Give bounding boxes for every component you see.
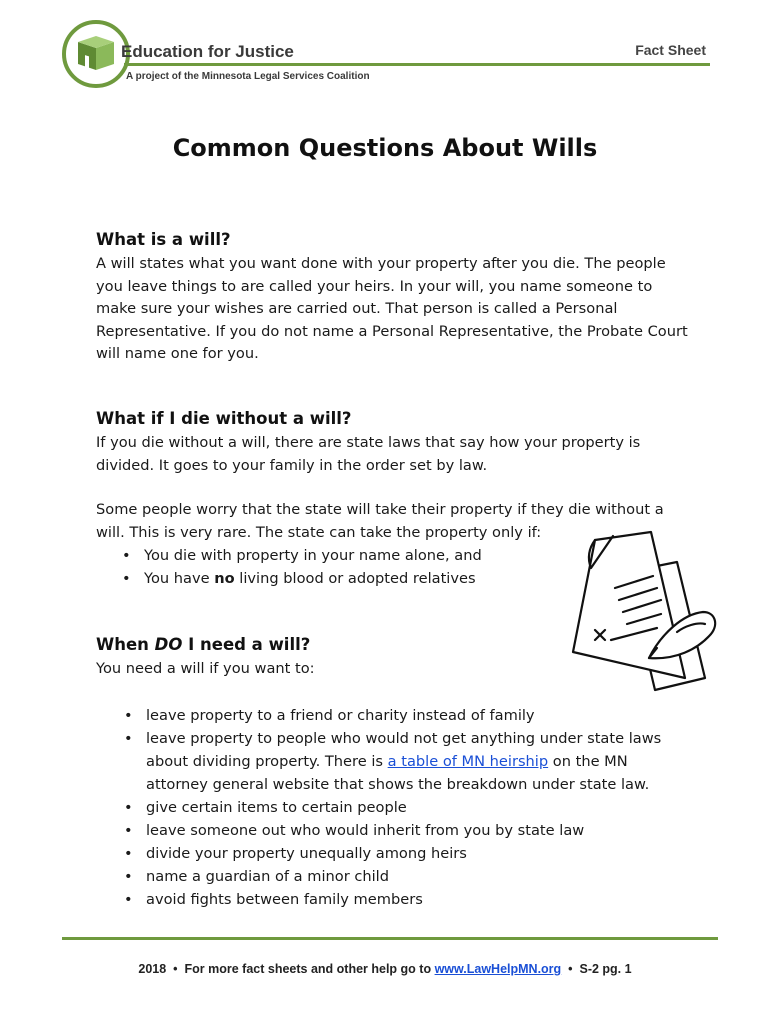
list-item: • leave property to a friend or charity instead of family (118, 704, 661, 727)
bullet-glyph: • (124, 868, 133, 885)
text-line: will name one for you. (96, 345, 259, 362)
will-document-pen-icon (565, 528, 730, 698)
bullet-glyph: • (124, 822, 133, 839)
mn-heirship-table-link[interactable]: a table of MN heirship (387, 753, 549, 770)
section-heading-what-is-will: What is a will? (96, 230, 231, 249)
footer-page-number: S-2 pg. 1 (579, 962, 632, 976)
bullet-glyph: • (124, 845, 133, 862)
text-line: you leave things to are called your heirs. In your will, you name someone to (96, 277, 653, 295)
list-item: • You have no living blood or adopted relatives (116, 567, 482, 590)
list-item: • leave someone out who would inherit from you by state law (118, 819, 661, 842)
header-rule (124, 63, 710, 66)
bullet-glyph: • (124, 730, 133, 747)
bullet-glyph: • (124, 891, 133, 908)
list-item: • You die with property in your name alone, and (116, 544, 482, 567)
list-item: • name a guardian of a minor child (118, 865, 661, 888)
footer-separator: • (173, 962, 178, 976)
text-line: make sure your wishes are carried out. That person is called a Personal (96, 300, 618, 317)
doc-type-label: Fact Sheet (635, 42, 706, 58)
list-item: • leave property to people who would not get anything under state laws about dividing property. There is a table of MN heirship on the MN attorney general website that shows the breakdown under state law. (118, 727, 661, 796)
text-line: Some people worry that the state will take their property if they die without a (96, 501, 664, 518)
footer-rule (62, 937, 718, 940)
footer-text: For more fact sheets and other help go to (184, 962, 432, 976)
text-line: If you die without a will, there are state laws that say how your property is (96, 434, 641, 451)
footer (0, 962, 770, 976)
text-line: will. This is very rare. The state can take the property only if: (96, 523, 542, 541)
text-line: A will states what you want done with your property after you die. The people (96, 255, 666, 272)
text-line: Representative. If you do not name a Personal Representative, the Probate Court (96, 322, 688, 340)
org-name: Education for Justice (121, 42, 294, 61)
bullet-glyph: • (124, 707, 133, 724)
bullet-glyph: • (122, 570, 131, 587)
list-item: • give certain items to certain people (118, 796, 661, 819)
org-tagline: A project of the Minnesota Legal Services Coalition (126, 71, 370, 82)
section-body-no-will (96, 432, 640, 477)
section-intro-when-need-will: You need a will if you want to: (96, 660, 315, 677)
bullet-list-reasons (118, 704, 661, 911)
section-heading-when-need-will: When DO I need a will? (96, 635, 311, 654)
section-heading-no-will: What if I die without a will? (96, 409, 352, 428)
bullet-glyph: • (124, 799, 133, 816)
list-item: • divide your property unequally among heirs (118, 842, 661, 865)
text-line: divided. It goes to your family in the order set by law. (96, 456, 488, 474)
page-title: Common Questions About Wills (172, 134, 598, 162)
bullet-list-state-conditions (116, 544, 482, 590)
lawhelpmn-link[interactable]: www.LawHelpMN.org (434, 962, 562, 976)
footer-separator: • (568, 962, 573, 976)
section-body-what-is-will (96, 253, 688, 366)
bullet-glyph: • (122, 547, 131, 564)
footer-year: 2018 (138, 962, 167, 976)
list-item: • avoid fights between family members (118, 888, 661, 911)
